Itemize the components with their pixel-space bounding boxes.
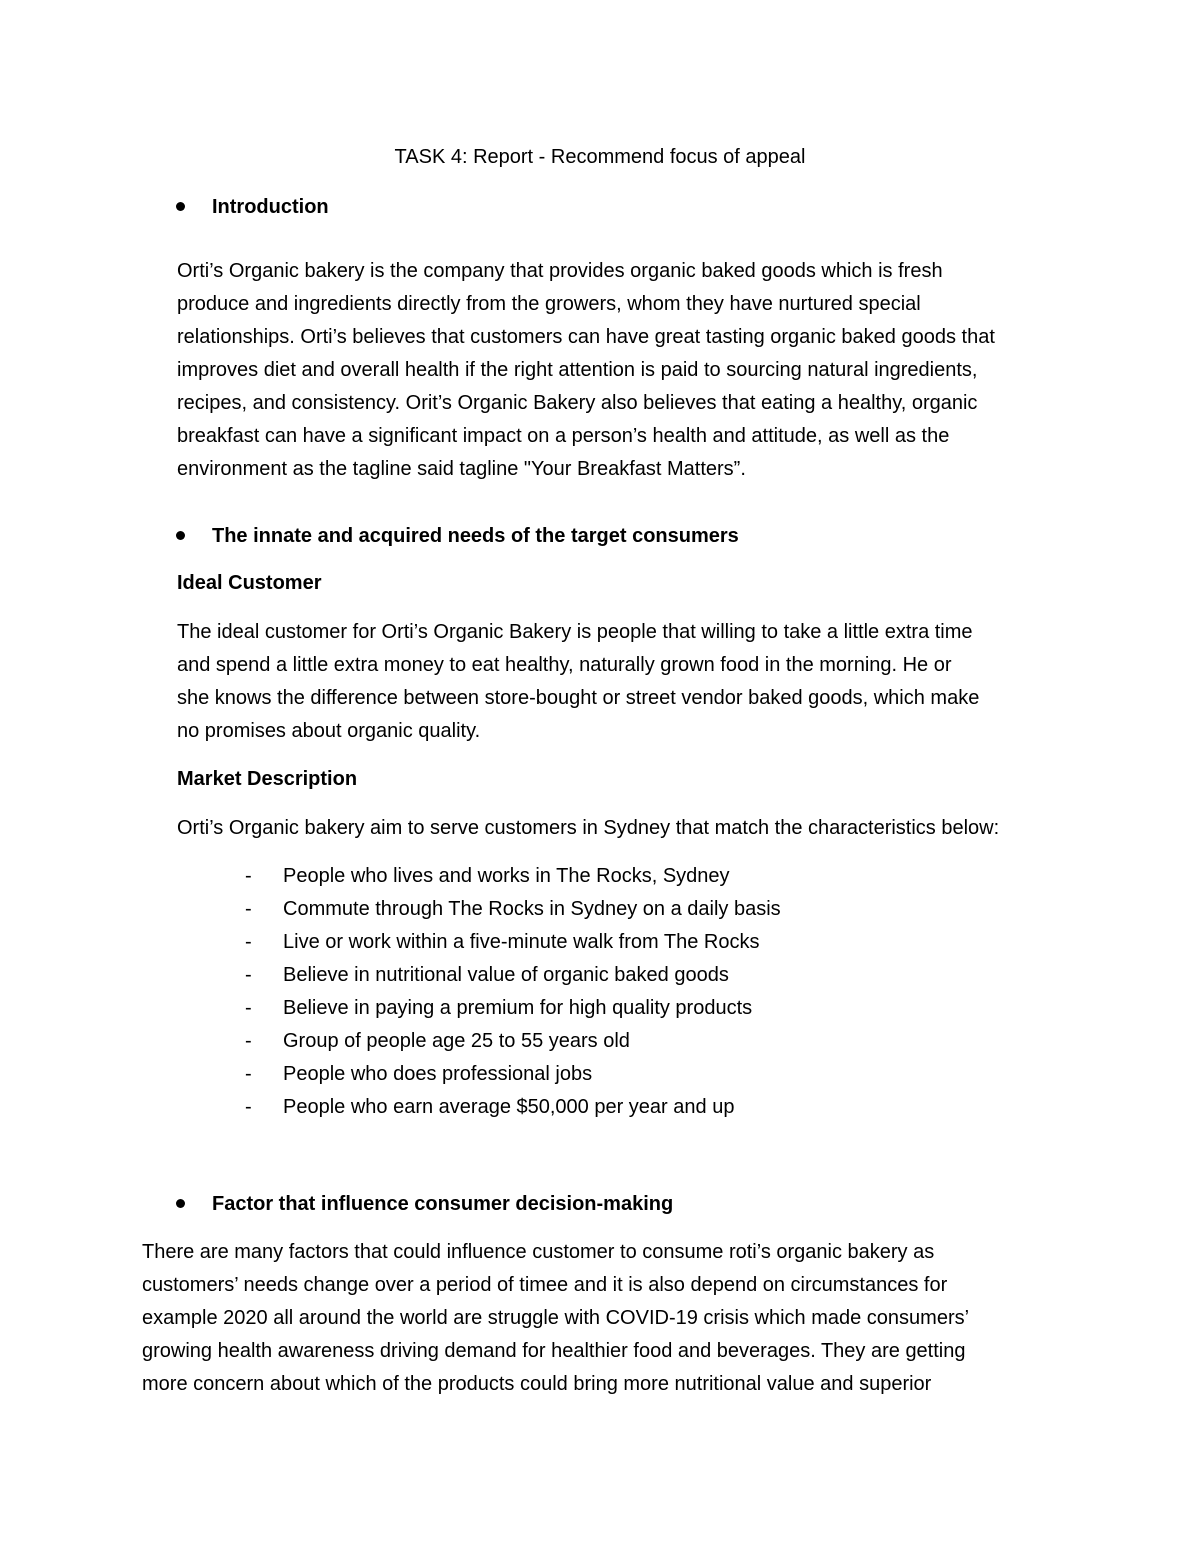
paragraph-line: environment as the tagline said tagline "Your Breakfast Matters”.	[177, 458, 746, 480]
paragraph-line: There are many factors that could influence customer to consume roti’s organic bakery as	[142, 1241, 935, 1263]
list-item	[245, 992, 781, 1025]
dash-marker: -	[245, 865, 252, 887]
paragraph-line: example 2020 all around the world are struggle with COVID-19 crisis which made consumers’	[142, 1307, 970, 1329]
needs-heading	[212, 522, 739, 550]
paragraph-line: no promises about organic quality.	[177, 720, 481, 742]
list-item	[245, 1058, 781, 1091]
dash-marker: -	[245, 1063, 252, 1085]
document-title: TASK 4: Report - Recommend focus of appeal	[394, 146, 806, 168]
paragraph-line: produce and ingredients directly from the growers, whom they have nurtured special	[177, 293, 921, 315]
paragraph-line: breakfast can have a significant impact on a person’s health and attitude, as well as the	[177, 425, 950, 447]
market-characteristics-list	[245, 860, 781, 1124]
dash-marker: -	[245, 1030, 252, 1052]
factors-paragraph	[142, 1236, 969, 1401]
bullet-icon	[176, 202, 185, 211]
dash-marker: -	[245, 964, 252, 986]
market-intro	[177, 812, 999, 845]
bullet-icon	[176, 1199, 185, 1208]
market-description-subheading: Market Description	[177, 768, 358, 790]
paragraph-line: and spend a little extra money to eat healthy, naturally grown food in the morning. He or	[177, 654, 952, 676]
paragraph-line: improves diet and overall health if the right attention is paid to sourcing natural ingredients,	[177, 359, 978, 381]
factors-heading	[212, 1190, 673, 1218]
paragraph-line: growing health awareness driving demand for healthier food and beverages. They are getting	[142, 1340, 966, 1362]
paragraph-line: Orti’s Organic bakery aim to serve customers in Sydney that match the characteristics below:	[177, 817, 1000, 839]
list-item	[245, 1091, 781, 1124]
paragraph-line: The ideal customer for Orti’s Organic Bakery is people that willing to take a little extra time	[177, 621, 973, 643]
ideal-customer-subheading: Ideal Customer	[177, 572, 322, 594]
list-item	[245, 893, 781, 926]
needs-heading-text: The innate and acquired needs of the target consumers	[212, 525, 739, 547]
list-item	[245, 926, 781, 959]
dash-marker: -	[245, 898, 252, 920]
paragraph-line: recipes, and consistency. Orit’s Organic Bakery also believes that eating a healthy, organic	[177, 392, 978, 414]
list-item-text: Believe in nutritional value of organic baked goods	[283, 964, 729, 986]
ideal-customer-paragraph	[177, 616, 979, 748]
paragraph-line: customers’ needs change over a period of timee and it is also depend on circumstances for	[142, 1274, 948, 1296]
bullet-icon	[176, 531, 185, 540]
list-item-text: Live or work within a five-minute walk from The Rocks	[283, 931, 760, 953]
dash-marker: -	[245, 1096, 252, 1118]
list-item-text: People who does professional jobs	[283, 1063, 593, 1085]
dash-marker: -	[245, 997, 252, 1019]
intro-heading-text: Introduction	[212, 196, 329, 218]
paragraph-line: more concern about which of the products could bring more nutritional value and superior	[142, 1373, 932, 1395]
paragraph-line: relationships. Orti’s believes that customers can have great tasting organic baked goods that	[177, 326, 995, 348]
list-item-text: Commute through The Rocks in Sydney on a daily basis	[283, 898, 781, 920]
intro-paragraph	[177, 255, 995, 486]
factors-heading-text: Factor that influence consumer decision-making	[212, 1193, 674, 1215]
list-item-text: People who lives and works in The Rocks, Sydney	[283, 865, 730, 887]
list-item-text: Believe in paying a premium for high quality products	[283, 997, 753, 1019]
intro-heading	[212, 193, 329, 221]
paragraph-line: Orti’s Organic bakery is the company that provides organic baked goods which is fresh	[177, 260, 943, 282]
list-item	[245, 1025, 781, 1058]
list-item-text: People who earn average $50,000 per year and up	[283, 1096, 735, 1118]
list-item	[245, 860, 781, 893]
list-item-text: Group of people age 25 to 55 years old	[283, 1030, 630, 1052]
list-item	[245, 959, 781, 992]
paragraph-line: she knows the difference between store-bought or street vendor baked goods, which make	[177, 687, 980, 709]
dash-marker: -	[245, 931, 252, 953]
